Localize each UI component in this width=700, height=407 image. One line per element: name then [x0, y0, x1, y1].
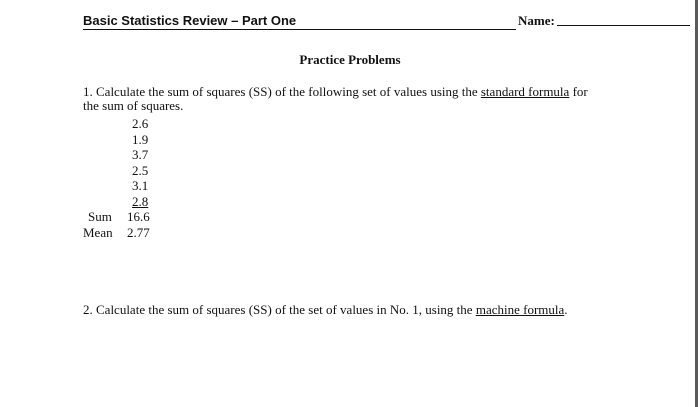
name-blank-line: [557, 25, 690, 26]
value-row: [83, 178, 203, 194]
problem-1-line-2: the sum of squares.: [83, 98, 184, 113]
value-row: [83, 194, 203, 210]
sum-row: [83, 209, 203, 225]
sum-value: 16.6: [127, 209, 150, 224]
problem-1-text: [83, 85, 588, 113]
worksheet-title: Basic Statistics Review – Part One: [83, 13, 297, 28]
value-list: [83, 116, 203, 240]
problem-1-text-start: 1. Calculate the sum of squares (SS) of the following set of values using the: [83, 84, 481, 99]
problem-1-line-1: [83, 85, 588, 99]
value-5: 3.1: [132, 178, 149, 193]
mean-value: 2.77: [127, 224, 150, 240]
standard-formula-term: standard formula: [480, 84, 570, 99]
sum-label: Sum: [88, 209, 112, 224]
problem-2-text-start: 2. Calculate the sum of squares (SS) of the set of values in No. 1, using the: [83, 302, 476, 317]
problem-1-text-end: for: [569, 84, 588, 99]
page-edge-border: [695, 0, 698, 407]
mean-label: Mean: [83, 224, 113, 240]
name-label: Name:: [518, 13, 555, 28]
value-row: [83, 147, 203, 163]
title-underline: [83, 29, 516, 30]
worksheet-header: [80, 12, 695, 34]
problem-2-text: [83, 303, 568, 317]
mean-row: [83, 225, 203, 241]
problem-2-text-end: .: [564, 302, 568, 317]
value-2: 1.9: [132, 131, 149, 147]
value-1: 2.6: [132, 116, 149, 131]
value-row: [83, 116, 203, 132]
value-row: [83, 163, 203, 179]
value-6: 2.8: [132, 193, 149, 209]
section-title: Practice Problems: [299, 52, 401, 67]
machine-formula-term: machine formula: [475, 302, 565, 317]
value-row: [83, 132, 203, 148]
value-3: 3.7: [132, 147, 149, 162]
value-4: 2.5: [132, 162, 149, 178]
